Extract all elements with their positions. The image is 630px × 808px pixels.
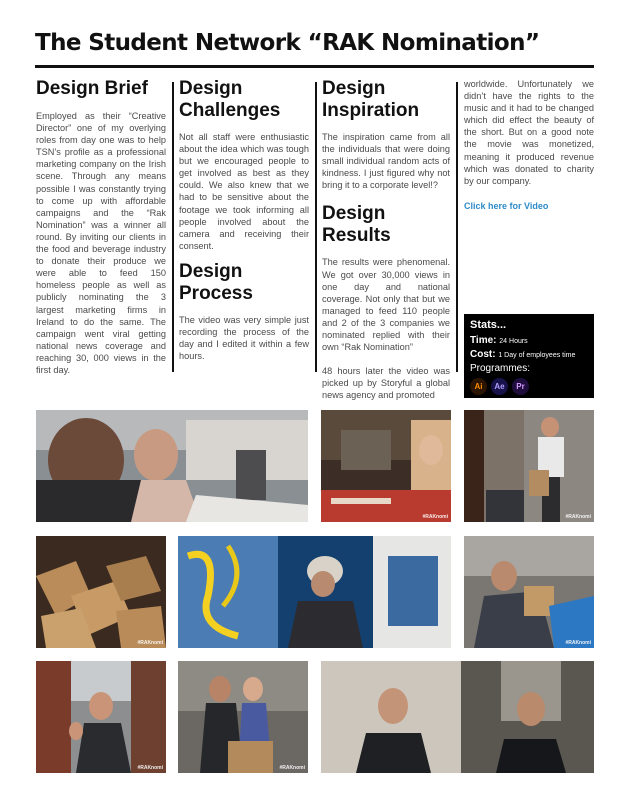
design-process-body: The video was very simple just recording the process of the day and I edited it within a few hours. xyxy=(179,314,309,362)
homeless-man-photo xyxy=(178,536,451,648)
continued-body: worldwide. Unfortunately we didn’t have the rights to the music and it had to be changed which did effect the beauty of the short. But on a good note the movie was monetized, meaning it produced revenue which was donated to charity by our company. xyxy=(464,79,594,186)
bags-photo xyxy=(36,536,166,648)
design-brief-heading: Design Brief xyxy=(36,78,148,99)
heading-line: Inspiration xyxy=(322,100,420,121)
design-challenges-column xyxy=(179,78,309,362)
heading-line: Design xyxy=(179,78,243,99)
design-results-body: 48 hours later the video was picked up by Storyful a global news agency and promoted xyxy=(322,366,450,401)
stats-label: Time: xyxy=(470,335,497,346)
watermark: #RAKnomi xyxy=(565,640,591,646)
watermark: #RAKnomi xyxy=(279,765,305,771)
stats-title: Stats... xyxy=(470,319,507,331)
heading-line: Design xyxy=(322,78,386,99)
design-brief-body: Employed as their “Creative Director” one of my overlying roles from day one was to help TSN’s profile as a professional marketing company on the Irish scene. Through any means possible I was constantly trying to come up with affordable campaigns and the “Rak Nomination” was a winner all round. By inviting our clients in the food and beverage industry to donate their produce we were able to feed 150 homeless people as well as publicly nominating the 3 largest marketing firms in Ireland to do the same. The campaign went viral getting national news coverage and reaching 30, 000 views in the first day. xyxy=(36,111,166,375)
watermark: #RAKnomi xyxy=(422,514,448,520)
design-process-heading xyxy=(179,261,309,305)
watermark: #RAKnomi xyxy=(137,765,163,771)
design-results-heading: Design Results xyxy=(322,203,391,247)
design-brief-column xyxy=(36,78,166,376)
after-effects-icon: Ae xyxy=(491,378,508,395)
heading-line: Design xyxy=(179,260,243,282)
watermark: #RAKnomi xyxy=(565,514,591,520)
title-divider xyxy=(35,65,594,68)
street-photo xyxy=(464,410,594,522)
volunteers-photo xyxy=(178,661,308,773)
watermark: #RAKnomi xyxy=(137,640,163,646)
column-divider xyxy=(456,82,458,372)
stats-value: 1 Day of employees time xyxy=(498,352,576,359)
stats-cost xyxy=(470,348,588,362)
design-inspiration-column xyxy=(322,78,450,402)
stats-label: Cost: xyxy=(470,349,496,360)
sleeping-man-photo xyxy=(464,536,594,648)
continued-column xyxy=(464,78,594,187)
programme-icons xyxy=(470,378,588,395)
design-inspiration-heading xyxy=(322,78,450,122)
interview-photo xyxy=(321,661,594,773)
design-challenges-body: Not all staff were enthusiastic about the idea which was tough but we encouraged people to get involved as best as they could. We also knew that we had to be sensitive about the footage we took informing all people involved about the camera and receiving their consent. xyxy=(179,132,309,251)
stats-time xyxy=(470,334,588,348)
column-divider xyxy=(315,82,317,372)
thumbs-up-photo xyxy=(36,661,166,773)
street-photo xyxy=(321,410,451,522)
design-challenges-heading xyxy=(179,78,309,122)
heading-line: Process xyxy=(179,282,253,304)
office-photo xyxy=(36,410,308,522)
video-link[interactable]: Click here for Video xyxy=(464,201,549,211)
stats-programmes: Programmes: xyxy=(470,363,531,374)
column-divider xyxy=(172,82,174,372)
illustrator-icon: Ai xyxy=(470,378,487,395)
heading-line: Challenges xyxy=(179,100,281,121)
design-inspiration-body: The inspiration came from all the individuals that were doing small individual random acts of kindness. I just figured why not bring it to a corporate level!? xyxy=(322,132,450,191)
premiere-icon: Pr xyxy=(512,378,529,395)
page-title: The Student Network “RAK Nomination” xyxy=(35,30,540,56)
design-results-body: The results were phenomenal. We got over 30,000 views in one day and national coverage. Not only that but we managed to feed 110 people and 2 of the 3 companies we nominated replied with their own “Rak Nomination” xyxy=(322,257,450,353)
stats-value: 24 Hours xyxy=(499,338,528,345)
stats-box xyxy=(464,314,594,398)
